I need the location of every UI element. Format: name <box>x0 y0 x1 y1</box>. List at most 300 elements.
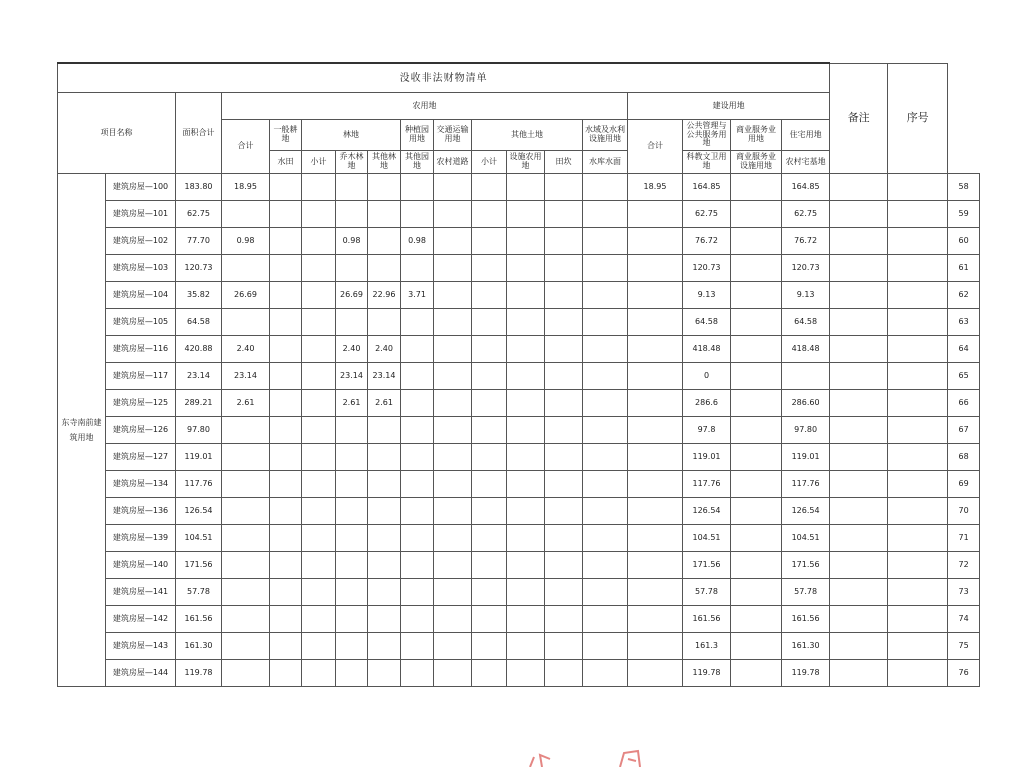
cell-arbor <box>368 660 401 687</box>
constr-subtotal-header: 合计 <box>628 120 683 174</box>
cell-general <box>270 255 302 282</box>
cell-rural-road <box>472 363 507 390</box>
cell-remark <box>888 309 948 336</box>
table-row <box>58 228 980 255</box>
cell-remark <box>888 633 948 660</box>
other-garden-header: 其他园地 <box>401 151 434 174</box>
cell-seq: 64 <box>948 336 980 363</box>
row-name: 建筑房屋—116 <box>106 336 176 363</box>
cell-commercial: 126.54 <box>782 498 830 525</box>
cell-facility <box>545 201 583 228</box>
cell-rural-road <box>472 390 507 417</box>
cell-constr-total: 9.13 <box>683 282 731 309</box>
cell-other-sub <box>507 174 545 201</box>
cell-homestead <box>830 606 888 633</box>
cell-facility <box>545 417 583 444</box>
cell-other-sub <box>507 552 545 579</box>
cell-other-sub <box>507 606 545 633</box>
cell-other-forest <box>401 201 434 228</box>
cell-ridge <box>583 633 628 660</box>
row-name: 建筑房屋—105 <box>106 309 176 336</box>
cell-arbor <box>368 309 401 336</box>
table-row <box>58 471 980 498</box>
cell-arbor: 2.61 <box>368 390 401 417</box>
cell-other-sub <box>507 228 545 255</box>
cell-education <box>731 228 782 255</box>
cell-general <box>270 525 302 552</box>
cell-constr-total: 161.3 <box>683 633 731 660</box>
cell-other-sub <box>507 633 545 660</box>
cell-ridge <box>583 552 628 579</box>
cell-facility <box>545 552 583 579</box>
cell-remark <box>888 336 948 363</box>
red-seal-fragment <box>520 745 680 767</box>
cell-area: 35.82 <box>176 282 222 309</box>
cell-arbor <box>368 201 401 228</box>
cell-ridge <box>583 228 628 255</box>
cell-arbor <box>368 417 401 444</box>
cell-reservoir <box>628 255 683 282</box>
cell-rural-road <box>472 579 507 606</box>
cell-arbor: 23.14 <box>368 363 401 390</box>
cell-paddy <box>302 660 336 687</box>
cell-general <box>270 309 302 336</box>
cell-education <box>731 309 782 336</box>
cell-rural-road <box>472 525 507 552</box>
cell-commercial: 9.13 <box>782 282 830 309</box>
cell-remark <box>888 255 948 282</box>
cell-seq: 58 <box>948 174 980 201</box>
cell-paddy <box>302 498 336 525</box>
cell-other-garden <box>434 579 472 606</box>
row-name: 建筑房屋—142 <box>106 606 176 633</box>
cell-paddy <box>302 363 336 390</box>
forest-subtotal-header: 小计 <box>302 151 336 174</box>
cell-education <box>731 660 782 687</box>
cell-other-sub <box>507 282 545 309</box>
cell-facility <box>545 579 583 606</box>
cell-other-forest <box>401 174 434 201</box>
cell-arbor <box>368 525 401 552</box>
cell-other-garden <box>434 174 472 201</box>
row-name: 建筑房屋—136 <box>106 498 176 525</box>
cell-other-forest <box>401 255 434 282</box>
cell-homestead <box>830 498 888 525</box>
cell-area: 117.76 <box>176 471 222 498</box>
cell-facility <box>545 255 583 282</box>
cell-general <box>270 417 302 444</box>
cell-homestead <box>830 282 888 309</box>
cell-other-garden <box>434 471 472 498</box>
cell-education <box>731 255 782 282</box>
cell-agri-total <box>222 606 270 633</box>
cell-commercial: 161.56 <box>782 606 830 633</box>
cell-other-forest <box>401 363 434 390</box>
cell-seq: 71 <box>948 525 980 552</box>
row-name: 建筑房屋—143 <box>106 633 176 660</box>
cell-facility <box>545 525 583 552</box>
cell-seq: 61 <box>948 255 980 282</box>
cell-other-garden <box>434 417 472 444</box>
cell-other-garden <box>434 201 472 228</box>
cell-other-forest <box>401 525 434 552</box>
cell-remark <box>888 471 948 498</box>
cell-other-forest <box>401 552 434 579</box>
cell-rural-road <box>472 282 507 309</box>
cell-rural-road <box>472 498 507 525</box>
cell-other-forest <box>401 444 434 471</box>
cell-remark <box>888 417 948 444</box>
cell-other-garden <box>434 363 472 390</box>
cell-other-sub <box>507 336 545 363</box>
cell-remark <box>888 444 948 471</box>
cell-remark <box>888 201 948 228</box>
cell-arbor <box>368 498 401 525</box>
cell-rural-road <box>472 633 507 660</box>
cell-agri-total: 0.98 <box>222 228 270 255</box>
cell-area: 420.88 <box>176 336 222 363</box>
table-row <box>58 498 980 525</box>
cell-forest-sub <box>336 201 368 228</box>
cell-other-sub <box>507 390 545 417</box>
other-forest-header: 其他林地 <box>368 151 401 174</box>
cell-commercial: 64.58 <box>782 309 830 336</box>
cell-other-forest <box>401 471 434 498</box>
cell-remark <box>888 282 948 309</box>
cell-general <box>270 471 302 498</box>
cell-general <box>270 579 302 606</box>
cell-forest-sub <box>336 471 368 498</box>
cell-arbor <box>368 228 401 255</box>
cell-paddy <box>302 255 336 282</box>
cell-paddy <box>302 174 336 201</box>
cell-ridge <box>583 579 628 606</box>
cell-constr-total: 120.73 <box>683 255 731 282</box>
cell-arbor <box>368 255 401 282</box>
cell-rural-road <box>472 444 507 471</box>
cell-remark <box>888 390 948 417</box>
cell-constr-total: 64.58 <box>683 309 731 336</box>
cell-forest-sub: 0.98 <box>336 228 368 255</box>
cell-rural-road <box>472 606 507 633</box>
cell-reservoir <box>628 336 683 363</box>
commercial-header: 商业服务业用地 <box>731 120 782 151</box>
cell-general <box>270 390 302 417</box>
cell-other-garden <box>434 660 472 687</box>
cell-paddy <box>302 606 336 633</box>
cell-forest-sub: 23.14 <box>336 363 368 390</box>
seq-header: 序号 <box>888 63 948 174</box>
cell-reservoir <box>628 606 683 633</box>
area-total-header: 面积合计 <box>176 93 222 174</box>
row-name: 建筑房屋—139 <box>106 525 176 552</box>
cell-ridge <box>583 471 628 498</box>
project-name-header: 项目名称 <box>58 93 176 174</box>
cell-education <box>731 633 782 660</box>
table-row <box>58 363 980 390</box>
cell-area: 97.80 <box>176 417 222 444</box>
cell-rural-road <box>472 417 507 444</box>
cell-seq: 72 <box>948 552 980 579</box>
cell-facility <box>545 660 583 687</box>
cell-ridge <box>583 660 628 687</box>
cell-paddy <box>302 579 336 606</box>
cell-other-sub <box>507 579 545 606</box>
agri-subtotal-header: 合计 <box>222 120 270 174</box>
cell-arbor <box>368 471 401 498</box>
cell-remark <box>888 606 948 633</box>
reservoir-header: 水库水面 <box>583 151 628 174</box>
cell-seq: 74 <box>948 606 980 633</box>
cell-other-forest <box>401 336 434 363</box>
cell-homestead <box>830 579 888 606</box>
cell-other-garden <box>434 309 472 336</box>
other-land-header: 其他土地 <box>472 120 583 151</box>
cell-commercial: 62.75 <box>782 201 830 228</box>
cell-facility <box>545 228 583 255</box>
cell-area: 77.70 <box>176 228 222 255</box>
cell-homestead <box>830 471 888 498</box>
table-row <box>58 174 980 201</box>
cell-seq: 75 <box>948 633 980 660</box>
rural-homestead-header: 农村宅基地 <box>782 151 830 174</box>
cell-agri-total <box>222 525 270 552</box>
table-row <box>58 309 980 336</box>
cell-facility <box>545 282 583 309</box>
cell-facility <box>545 363 583 390</box>
cell-other-garden <box>434 390 472 417</box>
cell-commercial: 117.76 <box>782 471 830 498</box>
cell-ridge <box>583 201 628 228</box>
table-row <box>58 444 980 471</box>
cell-remark <box>888 363 948 390</box>
cell-ridge <box>583 525 628 552</box>
cell-facility <box>545 633 583 660</box>
cell-education <box>731 390 782 417</box>
cell-constr-total: 126.54 <box>683 498 731 525</box>
cell-facility <box>545 471 583 498</box>
cell-arbor <box>368 552 401 579</box>
cell-forest-sub <box>336 579 368 606</box>
cell-ridge <box>583 498 628 525</box>
cell-forest-sub <box>336 417 368 444</box>
cell-reservoir <box>628 525 683 552</box>
cell-education <box>731 498 782 525</box>
cell-general <box>270 336 302 363</box>
cell-paddy <box>302 633 336 660</box>
cell-forest-sub <box>336 606 368 633</box>
cell-rural-road <box>472 174 507 201</box>
cell-education <box>731 471 782 498</box>
cell-agri-total <box>222 471 270 498</box>
cell-commercial: 171.56 <box>782 552 830 579</box>
cell-homestead <box>830 309 888 336</box>
cell-remark <box>888 525 948 552</box>
cell-rural-road <box>472 336 507 363</box>
cell-area: 64.58 <box>176 309 222 336</box>
cell-arbor: 22.96 <box>368 282 401 309</box>
cell-rural-road <box>472 228 507 255</box>
cell-commercial: 119.01 <box>782 444 830 471</box>
cell-general <box>270 444 302 471</box>
cell-reservoir <box>628 363 683 390</box>
cell-agri-total: 18.95 <box>222 174 270 201</box>
cell-other-garden <box>434 552 472 579</box>
cell-homestead <box>830 228 888 255</box>
cell-arbor <box>368 174 401 201</box>
table-row <box>58 390 980 417</box>
cell-general <box>270 633 302 660</box>
cell-area: 119.78 <box>176 660 222 687</box>
cell-area: 57.78 <box>176 579 222 606</box>
cell-other-garden <box>434 498 472 525</box>
cell-other-forest <box>401 417 434 444</box>
cell-agri-total <box>222 579 270 606</box>
cell-area: 104.51 <box>176 525 222 552</box>
cell-other-garden <box>434 282 472 309</box>
cell-constr-total: 119.01 <box>683 444 731 471</box>
cell-reservoir <box>628 633 683 660</box>
cell-other-forest <box>401 579 434 606</box>
cell-area: 161.30 <box>176 633 222 660</box>
cell-area: 126.54 <box>176 498 222 525</box>
cell-forest-sub: 26.69 <box>336 282 368 309</box>
cell-area: 289.21 <box>176 390 222 417</box>
cell-agri-total <box>222 498 270 525</box>
confiscation-table <box>57 62 980 687</box>
planting-land-header: 种植园用地 <box>401 120 434 151</box>
cell-forest-sub <box>336 309 368 336</box>
cell-reservoir <box>628 444 683 471</box>
cell-homestead <box>830 336 888 363</box>
cell-paddy <box>302 417 336 444</box>
cell-forest-sub: 2.40 <box>336 336 368 363</box>
public-admin-header: 公共管理与公共服务用地 <box>683 120 731 151</box>
cell-remark <box>888 498 948 525</box>
cell-seq: 62 <box>948 282 980 309</box>
cell-homestead <box>830 255 888 282</box>
cell-education <box>731 525 782 552</box>
paddy-header: 水田 <box>270 151 302 174</box>
education-header: 科教文卫用地 <box>683 151 731 174</box>
row-name: 建筑房屋—144 <box>106 660 176 687</box>
cell-commercial: 76.72 <box>782 228 830 255</box>
cell-homestead <box>830 660 888 687</box>
cell-homestead <box>830 525 888 552</box>
agri-land-header: 农用地 <box>222 93 628 120</box>
cell-facility <box>545 606 583 633</box>
cell-other-garden <box>434 255 472 282</box>
cell-other-forest: 0.98 <box>401 228 434 255</box>
cell-reservoir <box>628 471 683 498</box>
cell-reservoir <box>628 309 683 336</box>
cell-seq: 59 <box>948 201 980 228</box>
cell-commercial: 120.73 <box>782 255 830 282</box>
row-name: 建筑房屋—127 <box>106 444 176 471</box>
cell-agri-total: 26.69 <box>222 282 270 309</box>
cell-rural-road <box>472 201 507 228</box>
cell-ridge <box>583 417 628 444</box>
rural-road-header: 农村道路 <box>434 151 472 174</box>
cell-reservoir: 18.95 <box>628 174 683 201</box>
cell-area: 171.56 <box>176 552 222 579</box>
cell-general <box>270 228 302 255</box>
cell-ridge <box>583 282 628 309</box>
row-name: 建筑房屋—103 <box>106 255 176 282</box>
transport-land-header: 交通运输用地 <box>434 120 472 151</box>
cell-other-forest <box>401 390 434 417</box>
confiscation-list-sheet <box>57 62 980 692</box>
cell-arbor <box>368 606 401 633</box>
cell-reservoir <box>628 228 683 255</box>
cell-paddy <box>302 471 336 498</box>
cell-other-forest <box>401 309 434 336</box>
cell-ridge <box>583 444 628 471</box>
table-title: 没收非法财物清单 <box>58 63 830 93</box>
cell-remark <box>888 174 948 201</box>
remarks-header: 备注 <box>830 63 888 174</box>
cell-other-sub <box>507 525 545 552</box>
cell-commercial <box>782 363 830 390</box>
row-name: 建筑房屋—101 <box>106 201 176 228</box>
cell-homestead <box>830 633 888 660</box>
group-label: 东寺南前建筑用地 <box>58 174 106 687</box>
cell-other-sub <box>507 444 545 471</box>
cell-forest-sub: 2.61 <box>336 390 368 417</box>
cell-commercial: 286.60 <box>782 390 830 417</box>
cell-reservoir <box>628 201 683 228</box>
cell-paddy <box>302 525 336 552</box>
cell-constr-total: 171.56 <box>683 552 731 579</box>
table-row <box>58 336 980 363</box>
cell-other-garden <box>434 606 472 633</box>
cell-remark <box>888 660 948 687</box>
cell-commercial: 418.48 <box>782 336 830 363</box>
cell-constr-total: 286.6 <box>683 390 731 417</box>
cell-seq: 60 <box>948 228 980 255</box>
cell-general <box>270 201 302 228</box>
cell-education <box>731 336 782 363</box>
cell-general <box>270 552 302 579</box>
cell-ridge <box>583 363 628 390</box>
cell-agri-total: 23.14 <box>222 363 270 390</box>
other-subtotal-header: 小计 <box>472 151 507 174</box>
row-name: 建筑房屋—141 <box>106 579 176 606</box>
cell-education <box>731 363 782 390</box>
cell-seq: 68 <box>948 444 980 471</box>
table-row <box>58 606 980 633</box>
cell-seq: 76 <box>948 660 980 687</box>
cell-ridge <box>583 255 628 282</box>
cell-education <box>731 552 782 579</box>
row-name: 建筑房屋—134 <box>106 471 176 498</box>
cell-remark <box>888 579 948 606</box>
cell-homestead <box>830 552 888 579</box>
cell-other-sub <box>507 363 545 390</box>
cell-other-garden <box>434 228 472 255</box>
cell-commercial: 119.78 <box>782 660 830 687</box>
arbor-forest-header: 乔木林地 <box>336 151 368 174</box>
cell-commercial: 161.30 <box>782 633 830 660</box>
cell-homestead <box>830 444 888 471</box>
cell-homestead <box>830 201 888 228</box>
cell-forest-sub <box>336 660 368 687</box>
cell-rural-road <box>472 255 507 282</box>
row-name: 建筑房屋—140 <box>106 552 176 579</box>
cell-constr-total: 76.72 <box>683 228 731 255</box>
cell-other-sub <box>507 498 545 525</box>
cell-rural-road <box>472 309 507 336</box>
